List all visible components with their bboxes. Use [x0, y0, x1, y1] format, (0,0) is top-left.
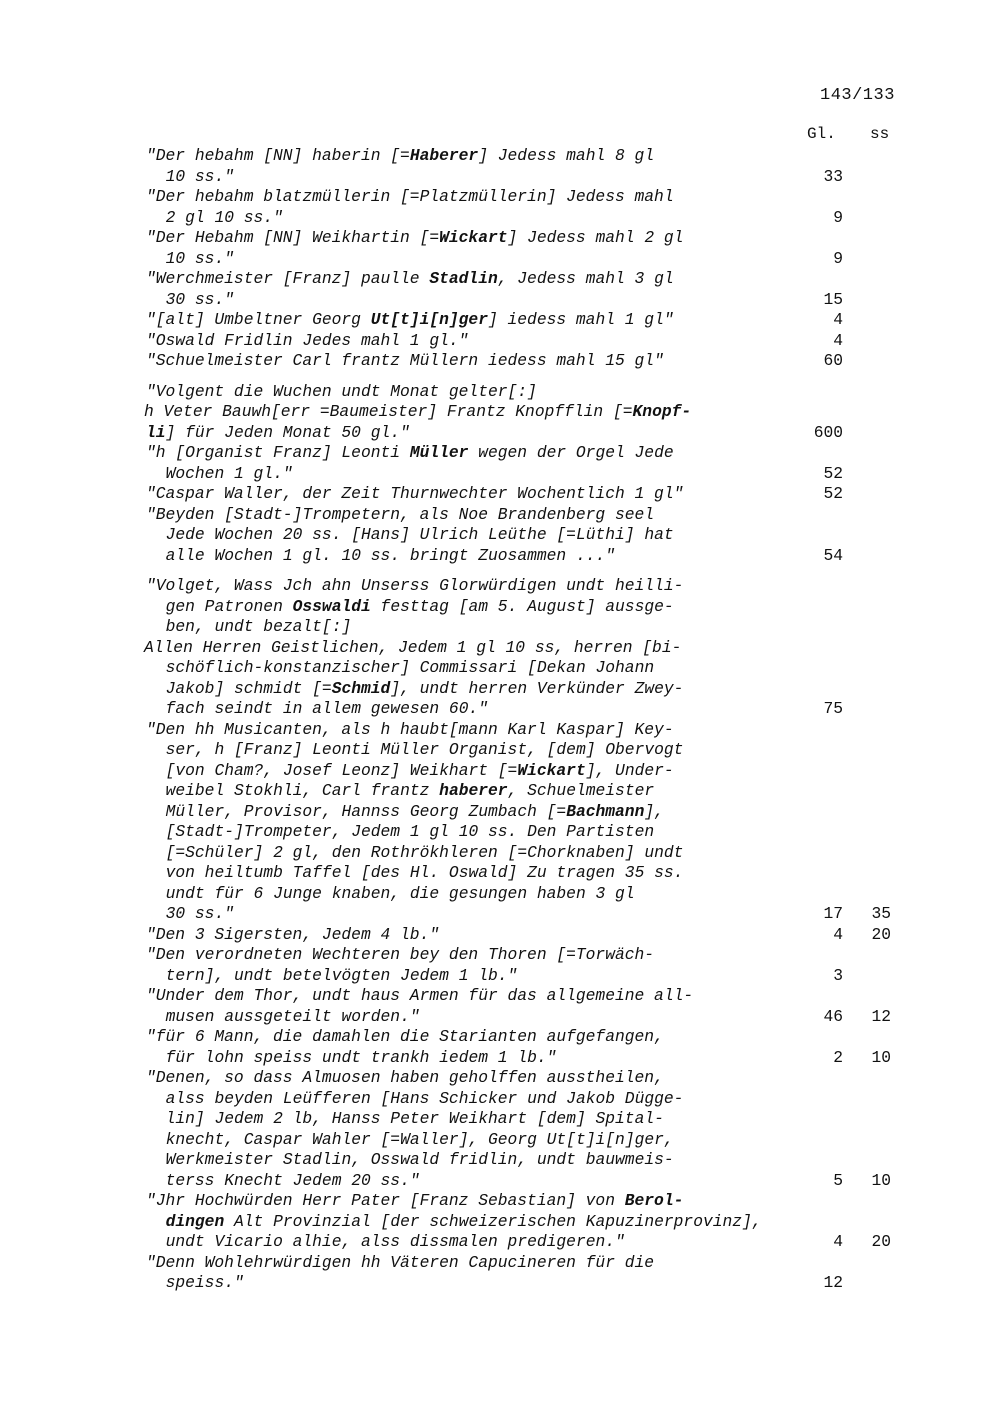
ledger-entry: [0, 146, 1000, 187]
amount-ss: 10: [871, 1170, 891, 1190]
entry-text: schöflich-konstanzischer] Commissari [Dekan Johann: [165, 658, 655, 677]
entry-text: "Beyden [Stadt-]Trompetern, als Noe Brandenberg seel: [146, 504, 655, 524]
entry-line: [0, 679, 1000, 700]
entry-text: speiss.": [165, 1273, 244, 1292]
ledger-entry: [0, 310, 1000, 331]
entry-text: undt Vicario alhie, alss dissmalen predigeren.": [165, 1232, 625, 1251]
entry-line: [0, 576, 1000, 597]
entry-text: "Schuelmeister Carl frantz Müllern iedess mahl 15 gl": [146, 351, 664, 370]
amount-gl: 600: [813, 422, 843, 442]
entry-line: [0, 382, 1000, 403]
entry-text: "Oswald Fridlin Jedes mahl 1 gl.": [146, 330, 469, 350]
entry-text: 30 ss.": [165, 904, 234, 923]
entry-line: [0, 208, 1000, 229]
entry-line: [0, 351, 1000, 372]
ledger-entry: [0, 925, 1000, 946]
entry-text: musen aussgeteilt worden.": [165, 1006, 420, 1026]
amount-gl: 2: [833, 1047, 843, 1067]
entry-text: lin] Jedem 2 lb, Hanss Peter Weikhart [dem] Spital-: [165, 1109, 664, 1128]
entry-text: Jakob] schmidt [=Schmid], undt herren Verkünder Zwey-: [165, 678, 684, 698]
entry-line: [0, 146, 1000, 167]
amount-gl: 5: [833, 1170, 843, 1190]
entry-text: alss beyden Leüfferen [Hans Schicker und Jakob Dügge-: [165, 1088, 684, 1108]
entry-line: [0, 638, 1000, 659]
entry-line: [0, 1273, 1000, 1294]
ledger-entry: [0, 945, 1000, 986]
entry-line: [0, 802, 1000, 823]
entry-text: fach seindt in allem gewesen 60.": [165, 699, 489, 718]
entry-text: "Werchmeister [Franz] paulle Stadlin, Jedess mahl 3 gl: [146, 269, 674, 288]
entry-text: "Den 3 Sigersten, Jedem 4 lb.": [146, 924, 440, 944]
ledger-entry: [0, 576, 1000, 720]
amount-ss: 12: [871, 1006, 891, 1026]
ledger-entry: [0, 986, 1000, 1027]
ledger-entry: [0, 382, 1000, 444]
amount-gl: 4: [833, 924, 843, 944]
amount-gl: 15: [823, 289, 843, 309]
entry-line: [0, 1171, 1000, 1192]
entry-text: "Under dem Thor, undt haus Armen für das allgemeine all-: [146, 986, 694, 1005]
ledger-entry: [0, 331, 1000, 352]
amount-gl: 52: [823, 463, 843, 483]
entry-text: "Der hebahm [NN] haberin [=Haberer] Jedess mahl 8 gl: [146, 146, 655, 165]
entry-text: weibel Stokhli, Carl frantz haberer, Schuelmeister: [165, 781, 655, 800]
entry-line: [0, 546, 1000, 567]
entry-line: [0, 269, 1000, 290]
entry-text: 10 ss.": [165, 248, 234, 268]
entry-line: [0, 1048, 1000, 1069]
entry-line: [0, 822, 1000, 843]
entry-line: [0, 310, 1000, 331]
entry-line: [0, 525, 1000, 546]
entry-line: [0, 505, 1000, 526]
entry-text: "Der Hebahm [NN] Weikhartin [=Wickart] Jedess mahl 2 gl: [146, 228, 684, 247]
ledger-entry: [0, 351, 1000, 372]
column-header-ss: ss: [870, 125, 890, 143]
entry-text: "Jhr Hochwürden Herr Pater [Franz Sebastian] von Berol-: [146, 1191, 684, 1210]
entry-text: knecht, Caspar Wahler [=Waller], Georg Ut[t]i[n]ger,: [165, 1129, 674, 1149]
entry-line: [0, 402, 1000, 423]
entry-text: [Stadt-]Trompeter, Jedem 1 gl 10 ss. Den Partisten: [165, 822, 655, 841]
entry-line: [0, 966, 1000, 987]
entry-text: gen Patronen Osswaldi festtag [am 5. August] aussge-: [165, 596, 674, 616]
entry-line: [0, 1109, 1000, 1130]
entry-text: 30 ss.": [165, 289, 234, 309]
ledger-entry: [0, 1068, 1000, 1191]
ledger-entry: [0, 505, 1000, 567]
entry-text: Jede Wochen 20 ss. [Hans] Ulrich Leüthe [=Lüthi] hat: [165, 525, 674, 544]
amount-gl: 17: [823, 904, 843, 923]
amount-gl: 9: [833, 207, 843, 227]
entry-line: [0, 249, 1000, 270]
entry-text: "Caspar Waller, der Zeit Thurnwechter Wochentlich 1 gl": [146, 484, 684, 503]
entry-line: [0, 720, 1000, 741]
entry-line: [0, 1007, 1000, 1028]
page-number: 143/133: [820, 86, 895, 105]
entry-text: [von Cham?, Josef Leonz] Weikhart [=Wickart], Under-: [165, 760, 674, 780]
amount-ss: 20: [871, 1232, 891, 1251]
ledger-entry: [0, 187, 1000, 228]
amount-ss: 20: [871, 924, 891, 944]
amount-gl: 9: [833, 248, 843, 268]
entry-line: [0, 484, 1000, 505]
ledger-entry: [0, 484, 1000, 505]
entry-text: "Volget, Wass Jch ahn Unserss Glorwürdigen undt heilli-: [146, 576, 684, 595]
entry-text: 2 gl 10 ss.": [165, 207, 283, 227]
amount-gl: 33: [823, 166, 843, 186]
amount-gl: 4: [833, 1232, 843, 1251]
entry-text: Allen Herren Geistlichen, Jedem 1 gl 10 ss, herren [bi-: [144, 637, 682, 657]
entry-text: Wochen 1 gl.": [165, 463, 293, 483]
entry-line: [0, 464, 1000, 485]
entry-text: "Denen, so dass Almuosen haben geholffen ausstheilen,: [146, 1068, 664, 1087]
entry-line: [0, 843, 1000, 864]
amount-gl: 60: [823, 351, 843, 370]
entry-line: [0, 1068, 1000, 1089]
column-header-gl: Gl.: [807, 125, 836, 143]
entry-text: "Den hh Musicanten, als h haubt[mann Karl Kaspar] Key-: [146, 719, 674, 739]
entry-text: "Volgent die Wuchen undt Monat gelter[:]: [146, 381, 537, 401]
entry-line: [0, 1027, 1000, 1048]
entry-text: Werkmeister Stadlin, Osswald fridlin, undt bauwmeis-: [165, 1150, 674, 1169]
entry-line: [0, 1191, 1000, 1212]
ledger-entry: [0, 720, 1000, 925]
entry-line: [0, 740, 1000, 761]
entry-line: [0, 597, 1000, 618]
ledger-entries: [0, 146, 1000, 1294]
ledger-entry: [0, 1027, 1000, 1068]
entry-text: h Veter Bauwh[err =Baumeister] Frantz Knopfflin [=Knopf-: [144, 402, 692, 421]
entry-line: [0, 423, 1000, 444]
entry-text: [=Schüler] 2 gl, den Rothrökhleren [=Chorknaben] undt: [165, 842, 684, 862]
entry-line: [0, 1253, 1000, 1274]
amount-gl: 12: [823, 1273, 843, 1292]
entry-text: dingen Alt Provinzial [der schweizerischen Kapuzinerprovinz],: [165, 1211, 762, 1231]
entry-line: [0, 1150, 1000, 1171]
entry-text: alle Wochen 1 gl. 10 ss. bringt Zuosammen ...": [165, 545, 616, 565]
entry-text: für lohn speiss undt trankh iedem 1 lb.": [165, 1047, 557, 1067]
entry-text: von heiltumb Taffel [des Hl. Oswald] Zu tragen 35 ss.: [165, 863, 684, 882]
entry-line: [0, 1130, 1000, 1151]
entry-line: [0, 290, 1000, 311]
amount-gl: 75: [823, 699, 843, 718]
ledger-entry: [0, 1191, 1000, 1253]
entry-text: ser, h [Franz] Leonti Müller Organist, [dem] Obervogt: [165, 740, 684, 759]
entry-text: "[alt] Umbeltner Georg Ut[t]i[n]ger] iedess mahl 1 gl": [146, 310, 674, 329]
entry-text: terss Knecht Jedem 20 ss.": [165, 1170, 420, 1190]
ledger-entry: [0, 1253, 1000, 1294]
ledger-entry: [0, 228, 1000, 269]
entry-text: "h [Organist Franz] Leonti Müller wegen der Orgel Jede: [146, 443, 674, 462]
entry-line: [0, 904, 1000, 925]
entry-text: 10 ss.": [165, 166, 234, 186]
entry-text: "Der hebahm blatzmüllerin [=Platzmüllerin] Jedess mahl: [146, 187, 674, 206]
entry-text: Müller, Provisor, Hannss Georg Zumbach [=Bachmann],: [165, 801, 664, 821]
entry-line: [0, 945, 1000, 966]
entry-line: [0, 617, 1000, 638]
entry-text: "Denn Wohlehrwürdigen hh Väteren Capucineren für die: [146, 1252, 655, 1272]
entry-line: [0, 1232, 1000, 1253]
entry-line: [0, 1212, 1000, 1233]
amount-ss: 35: [871, 904, 891, 923]
entry-line: [0, 658, 1000, 679]
entry-line: [0, 863, 1000, 884]
entry-line: [0, 986, 1000, 1007]
ledger-entry: [0, 269, 1000, 310]
entry-line: [0, 699, 1000, 720]
entry-line: [0, 187, 1000, 208]
amount-gl: 4: [833, 330, 843, 350]
amount-gl: 52: [823, 484, 843, 503]
entry-line: [0, 167, 1000, 188]
entry-text: tern], undt betelvögten Jedem 1 lb.": [165, 965, 518, 985]
entry-text: ben, undt bezalt[:]: [165, 617, 352, 636]
amount-ss: 10: [871, 1047, 891, 1067]
entry-text: "für 6 Mann, die damahlen die Starianten aufgefangen,: [146, 1027, 664, 1046]
amount-gl: 4: [833, 310, 843, 329]
ledger-entry: [0, 443, 1000, 484]
entry-line: [0, 443, 1000, 464]
entry-line: [0, 761, 1000, 782]
entry-line: [0, 925, 1000, 946]
entry-line: [0, 781, 1000, 802]
amount-gl: 3: [833, 965, 843, 985]
amount-gl: 54: [823, 545, 843, 565]
entry-line: [0, 884, 1000, 905]
amount-gl: 46: [823, 1006, 843, 1026]
entry-text: undt für 6 Junge knaben, die gesungen haben 3 gl: [165, 883, 635, 903]
entry-line: [0, 331, 1000, 352]
entry-text: li] für Jeden Monat 50 gl.": [146, 422, 410, 442]
entry-text: "Den verordneten Wechteren bey den Thoren [=Torwäch-: [146, 945, 655, 964]
entry-line: [0, 1089, 1000, 1110]
entry-line: [0, 228, 1000, 249]
